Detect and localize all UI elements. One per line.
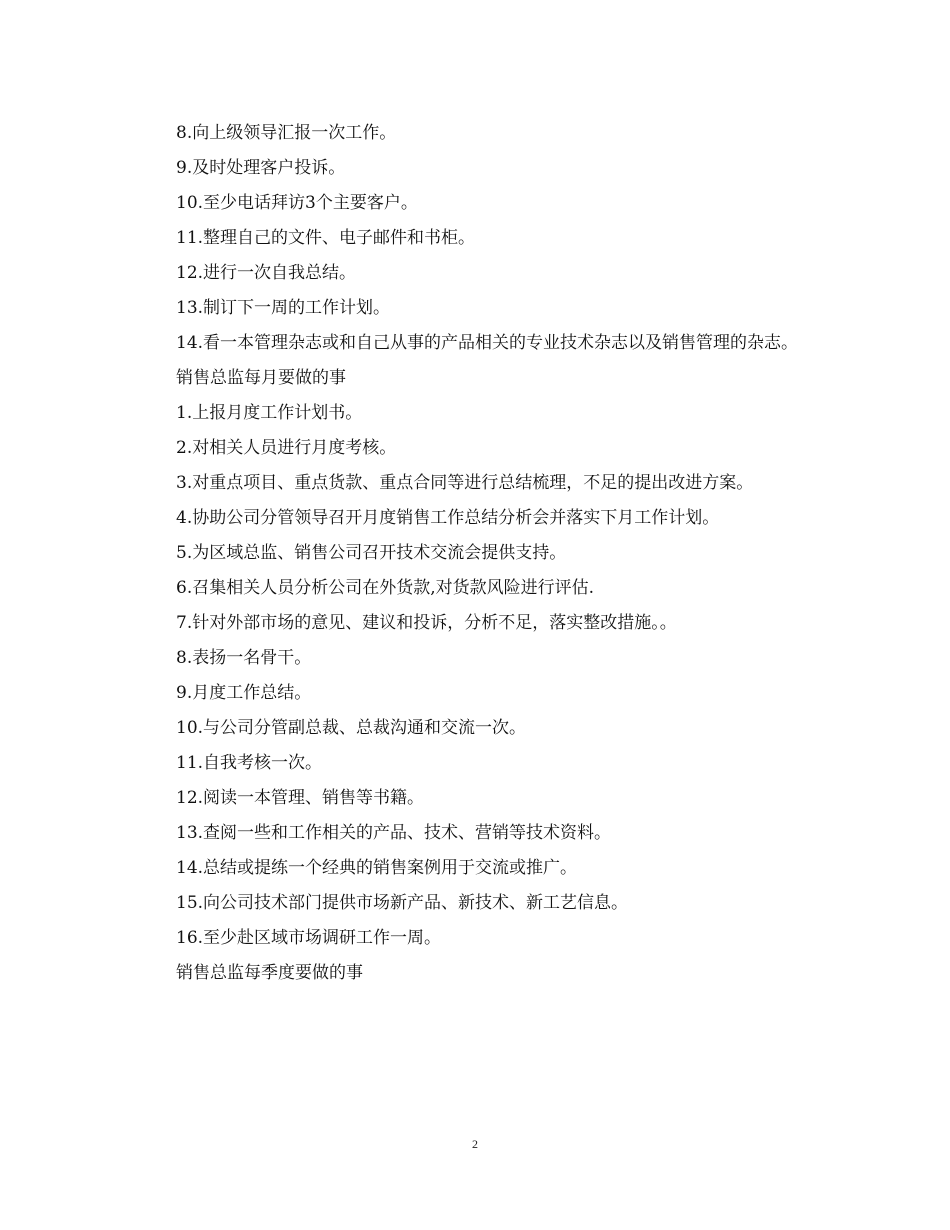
section-heading-quarterly: 销售总监每季度要做的事: [176, 963, 363, 983]
paragraph-monthly-item-8: 8.表扬一名骨干。: [176, 648, 312, 668]
paragraph-monthly-item-16: 16.至少赴区域市场调研工作一周。: [176, 928, 442, 948]
paragraph-monthly-item-1: 1.上报月度工作计划书。: [176, 403, 363, 423]
paragraph-monthly-item-15: 15.向公司技术部门提供市场新产品、新技术、新工艺信息。: [176, 893, 629, 913]
paragraph-weekly-item-9: 9.及时处理客户投诉。: [176, 158, 346, 178]
paragraph-monthly-item-4: 4.协助公司分管领导召开月度销售工作总结分析会并落实下月工作计划。: [176, 508, 720, 528]
paragraph-weekly-item-14: 14.看一本管理杂志或和自己从事的产品相关的专业技术杂志以及销售管理的杂志。: [176, 333, 799, 353]
paragraph-monthly-item-12: 12.阅读一本管理、销售等书籍。: [176, 788, 425, 808]
paragraph-monthly-item-14: 14.总结或提练一个经典的销售案例用于交流或推广。: [176, 858, 578, 878]
paragraph-monthly-item-3: 3.对重点项目、重点货款、重点合同等进行总结梳理，不足的提出改进方案。: [176, 473, 754, 493]
paragraph-monthly-item-11: 11.自我考核一次。: [176, 753, 323, 773]
paragraph-weekly-item-10: 10.至少电话拜访3个主要客户。: [176, 193, 418, 213]
paragraph-monthly-item-9: 9.月度工作总结。: [176, 683, 312, 703]
paragraph-monthly-item-5: 5.为区域总监、销售公司召开技术交流会提供支持。: [176, 543, 567, 563]
section-heading-monthly: 销售总监每月要做的事: [176, 368, 346, 388]
paragraph-monthly-item-13: 13.查阅一些和工作相关的产品、技术、营销等技术资料。: [176, 823, 612, 843]
paragraph-monthly-item-6: 6.召集相关人员分析公司在外货款,对货款风险进行评估.: [176, 578, 595, 598]
paragraph-weekly-item-8: 8.向上级领导汇报一次工作。: [176, 123, 397, 143]
document-body: [142, 116, 814, 991]
paragraph-weekly-item-12: 12.进行一次自我总结。: [176, 263, 357, 283]
paragraph-weekly-item-11: 11.整理自己的文件、电子邮件和书柜。: [176, 228, 476, 248]
page-number: 2: [472, 1137, 478, 1151]
paragraph-monthly-item-7: 7.针对外部市场的意见、建议和投诉，分析不足，落实整改措施。。: [176, 613, 677, 633]
paragraph-monthly-item-10: 10.与公司分管副总裁、总裁沟通和交流一次。: [176, 718, 527, 738]
paragraph-monthly-item-2: 2.对相关人员进行月度考核。: [176, 438, 397, 458]
paragraph-weekly-item-13: 13.制订下一周的工作计划。: [176, 298, 391, 318]
